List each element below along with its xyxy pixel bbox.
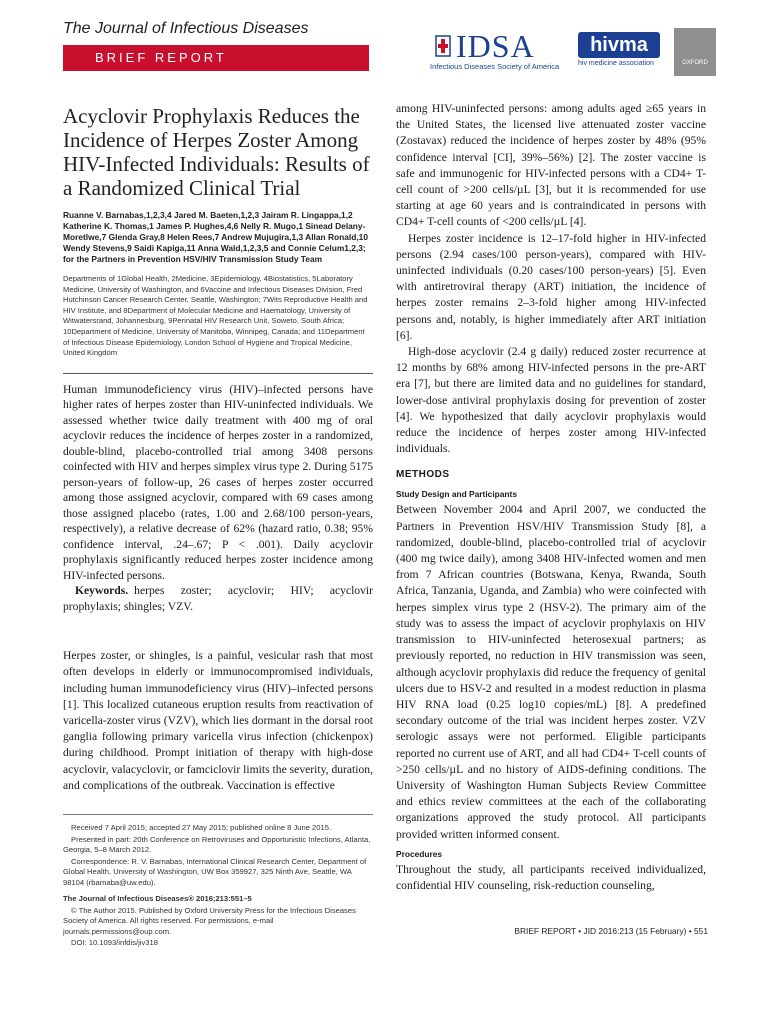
- idsa-emblem-icon: [434, 34, 452, 58]
- publisher-logos: [430, 28, 730, 76]
- keywords: [63, 583, 373, 614]
- abstract-divider: [63, 373, 373, 374]
- affiliations: Departments of 1Global Health, 2Medicine, 3Epidemiology, 4Biostatistics, 5Laboratory Medicine, University of Washington, and 6Vaccine and Infectious Diseases Division, Fred Hutchinson Cancer Research Center, Seattle, Washington; 7Wits Reproductive Health and HIV Institute, and 8Department of Molecular Medicine and Haematology, University of Witwatersrand, Johannesburg, 9Perinatal HIV Research Unit, Soweto, South Africa; 10Department of Medicine, University of Manitoba, Winnipeg, Canada; and 11Department of Infectious Disease Epidemiology, London School of Hygiene and Tropical Medicine, United Kingdom: [63, 274, 368, 358]
- author-list: Ruanne V. Barnabas,1,2,3,4 Jared M. Baeten,1,2,3 Jairam R. Lingappa,1,2 Katherine K. Thomas,1 James P. Hughes,4,6 Nelly R. Mugo,1 Sinead Delany-Moretlwe,7 Glenda Gray,8 Helen Rees,7 Andrew Mujugira,1,3 Allan Ronald,10 Wendy Stevens,9 Saidi Kapiga,11 Anna Wald,1,2,3,5 and Connie Celum1,2,3; for the Partners in Prevention HSV/HIV Transmission Study Team: [63, 210, 368, 264]
- study-design-heading: Study Design and Participants: [396, 489, 517, 500]
- procedures-heading: Procedures: [396, 848, 443, 859]
- copyright-note: © The Author 2015. Published by Oxford University Press for the Infectious Diseases Society of America. All rights reserved. For permissions, e-mail journals.permissions@oup.com.: [63, 905, 356, 936]
- right-column: [396, 101, 706, 894]
- intro-paragraph-2: Herpes zoster incidence is 12–17-fold higher in HIV-infected persons (2.94 cases/100 person-years), compared with HIV-uninfected individuals (0.20 cases/100 person-years) [5]. Even with antiretroviral therapy (ART) initiation, the incidence of herpes zoster remains 2–3-fold higher among HIV-infected persons and, notably, is higher immediately after ART initiation [6].: [396, 231, 706, 342]
- keywords-text: herpes zoster; acyclovir; HIV; acyclovir prophylaxis; shingles; VZV.: [63, 584, 373, 613]
- intro-paragraph-3: High-dose acyclovir (2.4 g daily) reduced zoster recurrence at 12 months by 68% among HIV-infected persons in the pre-ART era [7], but there are limited data and no guidelines for standard, lower-dose antiviral prophylaxis dosing for prevention of zoster [4]. We hypothesized that daily acyclovir prophylaxis would reduce the incidence of herpes zoster among HIV-infected individuals.: [396, 345, 706, 456]
- footnotes: [63, 814, 373, 949]
- correspondence-note: Correspondence: R. V. Barnabas, International Clinical Research Center, Department of Global Health, University of Washington, UW Box 359927, 325 Ninth Ave, Seattle, WA 98104 (rbarnaba@uw.edu).: [63, 856, 367, 887]
- journal-name: The Journal of Infectious Diseases: [63, 20, 309, 37]
- left-column: [63, 104, 373, 950]
- hivma-tagline: hiv medicine association: [578, 60, 654, 67]
- presented-note: Presented in part: 20th Conference on Retroviruses and Opportunistic Infections, Atlanta, Georgia, 5–8 March 2012.: [63, 834, 371, 855]
- intro-paragraph: Herpes zoster, or shingles, is a painful, vesicular rash that most often develops in elderly or immunocompromised individuals, including human immunodeficiency virus (HIV)–infected persons [1]. This localized cutaneous eruption results from reactivation of varicella-zoster virus (VZV), which lies dormant in the dorsal root ganglia following primary varicella virus infection (chickenpox) during childhood. Prompt initiation of therapy with high-dose acyclovir, valacyclovir, or famciclovir limits the severity, duration, and complications of the outbreak. Vaccination is effective: [63, 649, 373, 792]
- doi-link[interactable]: DOI: 10.1093/infdis/jiv318: [71, 938, 158, 948]
- intro-continuation: among HIV-uninfected persons: among adults aged ≥65 years in the United States, the licensed live attenuated zoster vaccine (Zostavax) reduced the incidence of herpes zoster by 48% (95% confidence interval [CI], 39%–56%) [2]. The zoster vaccine is safe and immunogenic for HIV-infected persons with a CD4+ T-cell count of >200 cells/µL [3], but it is recommended for use starting at age 60 years and is contraindicated in persons with CD4+ T-cell counts of <200 cells/µL [4].: [396, 102, 706, 229]
- methods-heading: METHODS: [396, 469, 450, 481]
- idsa-tagline: Infectious Diseases Society of America: [430, 62, 560, 71]
- idsa-wordmark: IDSA: [456, 28, 535, 64]
- oxford-logo[interactable]: OXFORD: [674, 28, 716, 76]
- hivma-logo[interactable]: [578, 32, 660, 72]
- abstract: Human immunodeficiency virus (HIV)–infected persons have higher rates of herpes zoster than HIV-uninfected individuals. We assessed whether twice daily treatment with 400 mg of oral acyclovir reduces the incidence of herpes zoster in a randomized, double-blind, placebo-controlled trial among 3408 persons coinfected with HIV and herpes simplex virus type 2. During 5175 person-years of follow-up, 26 cases of herpes zoster occurred among those assigned acyclovir, compared with 69 cases among those assigned placebo (rates, 1.00 and 2.68/100 person-years, respectively), a relative decrease of 62% (hazard ratio, 0.38; 95% confidence interval, .24–.67; P < .001). Daily acyclovir prophylaxis significantly reduced herpes zoster incidence among HIV-infected persons.: [63, 382, 373, 582]
- keywords-label: Keywords.: [75, 584, 129, 598]
- idsa-logo[interactable]: [430, 28, 572, 76]
- hivma-wordmark: hivma: [578, 32, 660, 58]
- page-footer: BRIEF REPORT • JID 2016:213 (15 February) • 551: [514, 926, 708, 936]
- section-banner: BRIEF REPORT: [63, 45, 369, 71]
- methods-paragraph: Between November 2004 and April 2007, we conducted the Partners in Prevention HSV/HIV Transmission Study [8], a randomized, double-blind, placebo-controlled trial of acyclovir (400 mg twice daily), among 3408 HIV-infected women and men from 7 African countries (Botswana, Kenya, Rwanda, South Africa, Tanzania, Uganda, and Zambia) who were coinfected with herpes simplex virus type 2 (HSV-2). The primary aim of the study was to assess the impact of acyclovir prophylaxis on HIV transmission to HIV-uninfected heterosexual partners; as previously reported, no reduction in HIV transmission was seen, although acyclovir prophylaxis did reduce the frequency of genital ulcers due to HSV-2 and resulted in a modest reduction in plasma HIV RNA load (0.25 log10 copies/mL) [8]. A predefined secondary outcome of the trial was incident herpes zoster. VZV serologic assays were not performed. Eligible participants reported no current use of ART, and all had CD4+ T-cell counts of >250 cells/µL and no history of AIDS-defining conditions. The University of Washington Human Subjects Review Committee and ethics review committees at the each of the collaborating organizations approved the study protocol. All participants provided written informed consent.: [396, 503, 706, 841]
- received-note: Received 7 April 2015; accepted 27 May 2015; published online 8 June 2015.: [71, 823, 332, 833]
- procedures-paragraph: Throughout the study, all participants received individualized, confidential HIV counseling, risk-reduction counseling,: [396, 862, 706, 892]
- journal-reference: The Journal of Infectious Diseases® 2016;213:551–5: [63, 894, 252, 904]
- article-title: Acyclovir Prophylaxis Reduces the Incidence of Herpes Zoster Among HIV-Infected Individuals: Results of a Randomized Clinical Trial: [63, 104, 370, 200]
